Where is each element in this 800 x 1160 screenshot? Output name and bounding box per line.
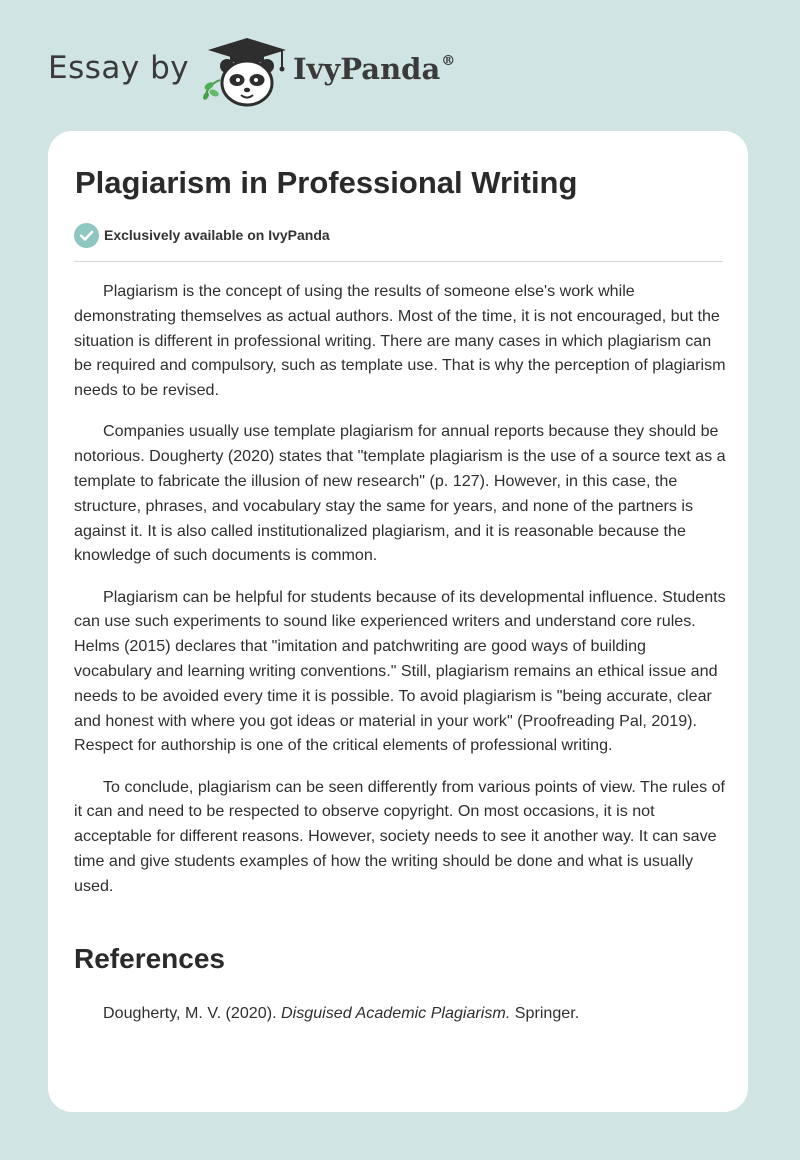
title-divider (74, 261, 723, 262)
check-circle-icon (74, 223, 99, 248)
essay-title: Plagiarism in Professional Writing (75, 165, 578, 200)
references-heading: References (74, 943, 225, 974)
paragraph: To conclude, plagiarism can be seen differently from various points of view. The rules of it can and need to be respected to observe copyright. On most occasions, it is not acceptable for different reasons. However, society needs to see it another way. It can save time and give students examples of how the writing should be done and what is usually used. (74, 777, 726, 895)
paragraph: Companies usually use template plagiarism for annual reports because they should be notorious. Dougherty (2020) states that "template plagiarism is the use of a source text as a template to fabricate the illusion of new research" (p. 127). However, in this case, the structure, phrases, and vocabulary stay the same for years, and none of the partners is against it. It is also called institutionalized plagiarism, and it is reasonable because the knowledge of such documents is common. (74, 422, 726, 565)
registered-mark: ® (441, 53, 456, 69)
brand-name (293, 52, 455, 86)
exclusive-badge (74, 222, 330, 248)
paragraph: Plagiarism is the concept of using the results of someone else's work while demonstrating themselves as actual authors. Most of the time, it is not encouraged, but the situation is different in professional writing. There are many cases in which plagiarism can be required and compulsory, such as template use. That is why the perception of plagiarism needs to be revised. (74, 282, 726, 400)
reference-publisher: Springer. (510, 1004, 580, 1022)
reference-authors: Dougherty, M. V. (2020). (103, 1004, 282, 1022)
site-header (0, 0, 800, 130)
reference-entry (103, 1004, 579, 1023)
panda-graduate-logo-icon[interactable] (200, 36, 292, 108)
essay-by-label: Essay by (48, 50, 190, 86)
paragraph: Plagiarism can be helpful for students because of its developmental influence. Students can use such experiments to sound like experienced writers and understand core rules. Helms (2015) declares that "imitation and patchwriting are good ways of building vocabulary and learning writing conventions." Still, plagiarism remains an ethical issue and needs to be avoided every time it is possible. To avoid plagiarism is "being accurate, clear and honest with where you got ideas or material in your work" (Proofreading Pal, 2019). Respect for authorship is one of the critical elements of professional writing. (74, 587, 726, 755)
essay-body (74, 279, 726, 915)
essay-card (48, 131, 748, 1112)
exclusive-label: Exclusively available on IvyPanda (104, 227, 330, 243)
reference-work-title: Disguised Academic Plagiarism. (281, 1004, 511, 1022)
brand-name-text: IvyPanda (293, 52, 441, 86)
